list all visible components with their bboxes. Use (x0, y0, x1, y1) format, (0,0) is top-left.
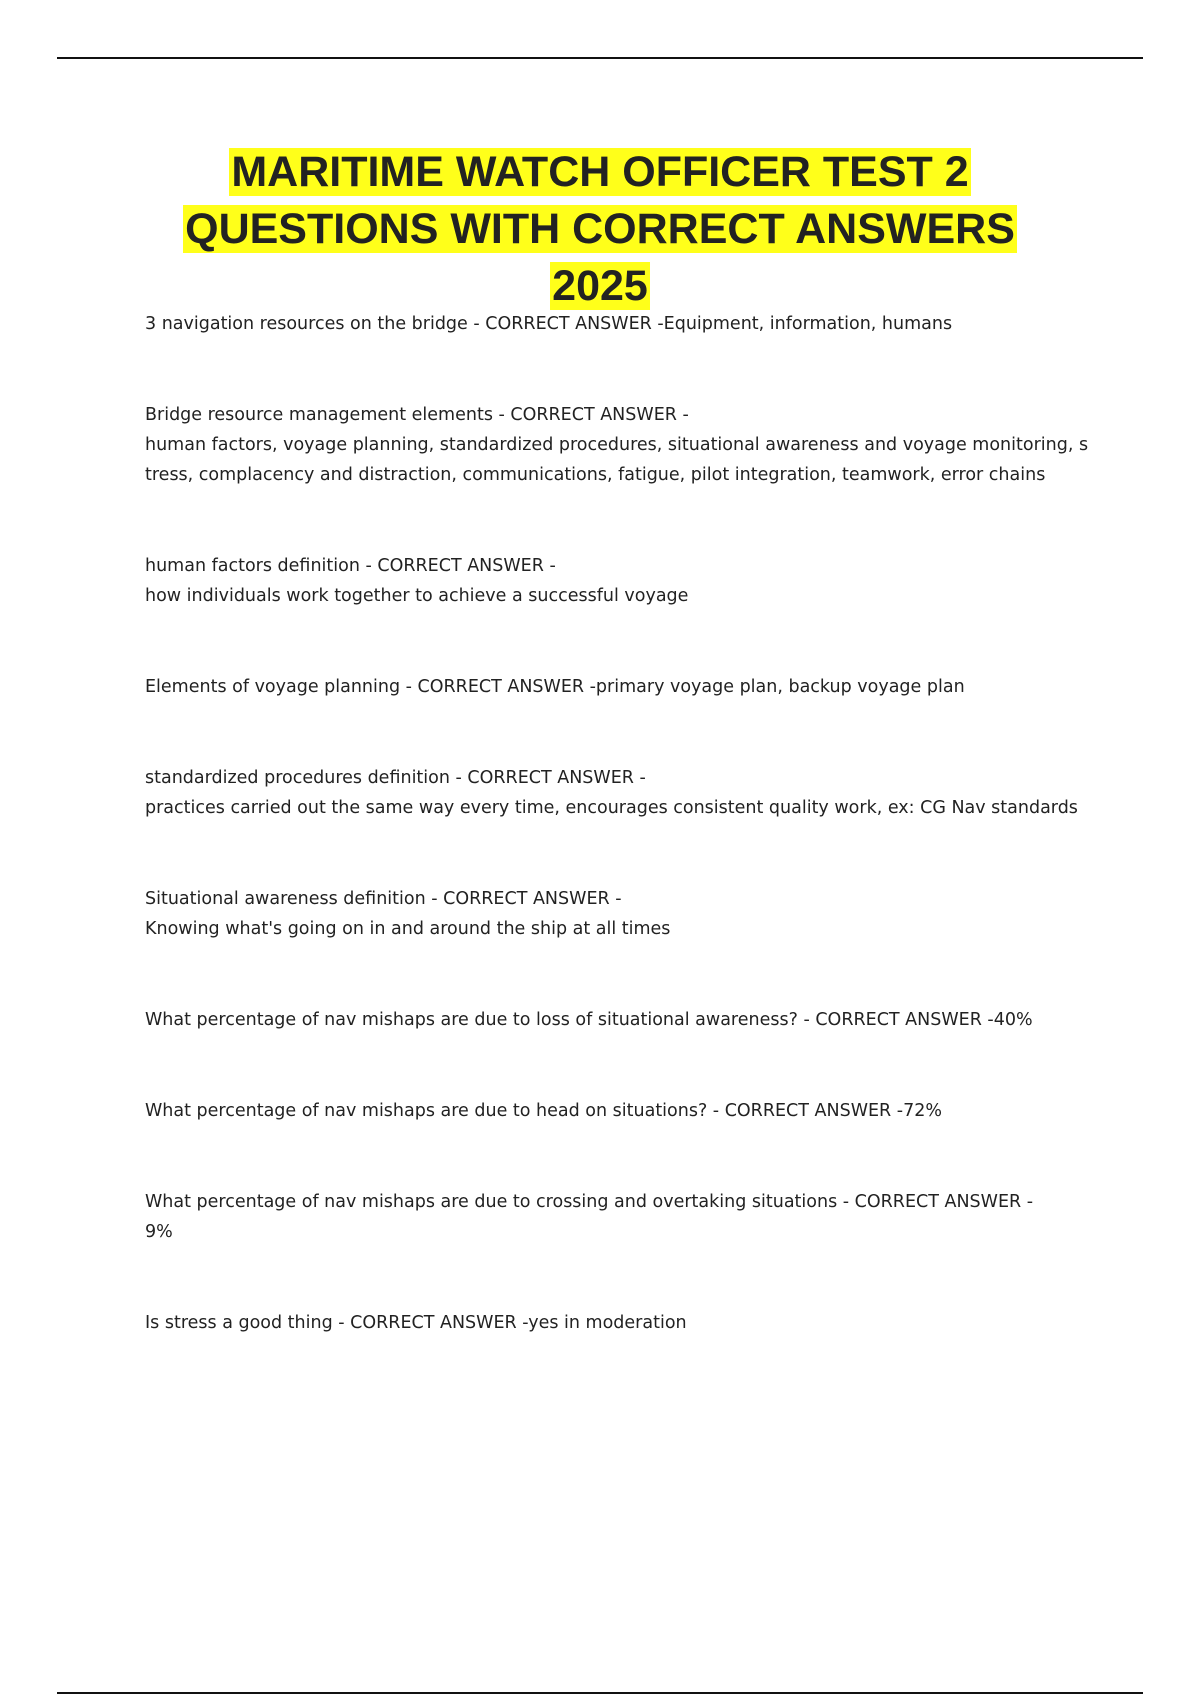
bottom-rule (57, 1692, 1143, 1694)
qa-item-4: Elements of voyage planning - CORRECT ANSWER -primary voyage plan, backup voyage plan (145, 677, 965, 697)
title-line-2: QUESTIONS WITH CORRECT ANSWERS (185, 205, 1015, 253)
qa-item-6: Situational awareness definition - CORRECT ANSWER - Knowing what's going on in and around the ship at all times (145, 889, 671, 939)
qa-item-1: 3 navigation resources on the bridge - CORRECT ANSWER -Equipment, information, humans (145, 314, 953, 334)
qa-item-3: human factors definition - CORRECT ANSWER - how individuals work together to achieve a successful voyage (145, 556, 689, 606)
top-rule (57, 57, 1143, 59)
qa-item-9: What percentage of nav mishaps are due to crossing and overtaking situations - CORRECT ANSWER - 9% (145, 1192, 1034, 1242)
qa-item-2: Bridge resource management elements - CORRECT ANSWER - human factors, voyage planning, standardized procedures, situational awareness and voyage monitoring, stress, complacency and distraction, communications, fatigue, pilot integration, teamwork, error chains (145, 405, 1089, 485)
title-line-3: 2025 (552, 262, 648, 310)
qa-item-7: What percentage of nav mishaps are due to loss of situational awareness? - CORRECT ANSWER -40% (145, 1010, 1033, 1030)
qa-list (145, 309, 1091, 1338)
qa-item-10: Is stress a good thing - CORRECT ANSWER -yes in moderation (145, 1313, 687, 1333)
title-line-1: MARITIME WATCH OFFICER TEST 2 (231, 148, 969, 196)
document-title (100, 144, 1100, 315)
qa-item-5: standardized procedures definition - CORRECT ANSWER - practices carried out the same way every time, encourages consistent quality work, ex: CG Nav standards (145, 768, 1078, 818)
qa-item-8: What percentage of nav mishaps are due to head on situations? - CORRECT ANSWER -72% (145, 1101, 942, 1121)
